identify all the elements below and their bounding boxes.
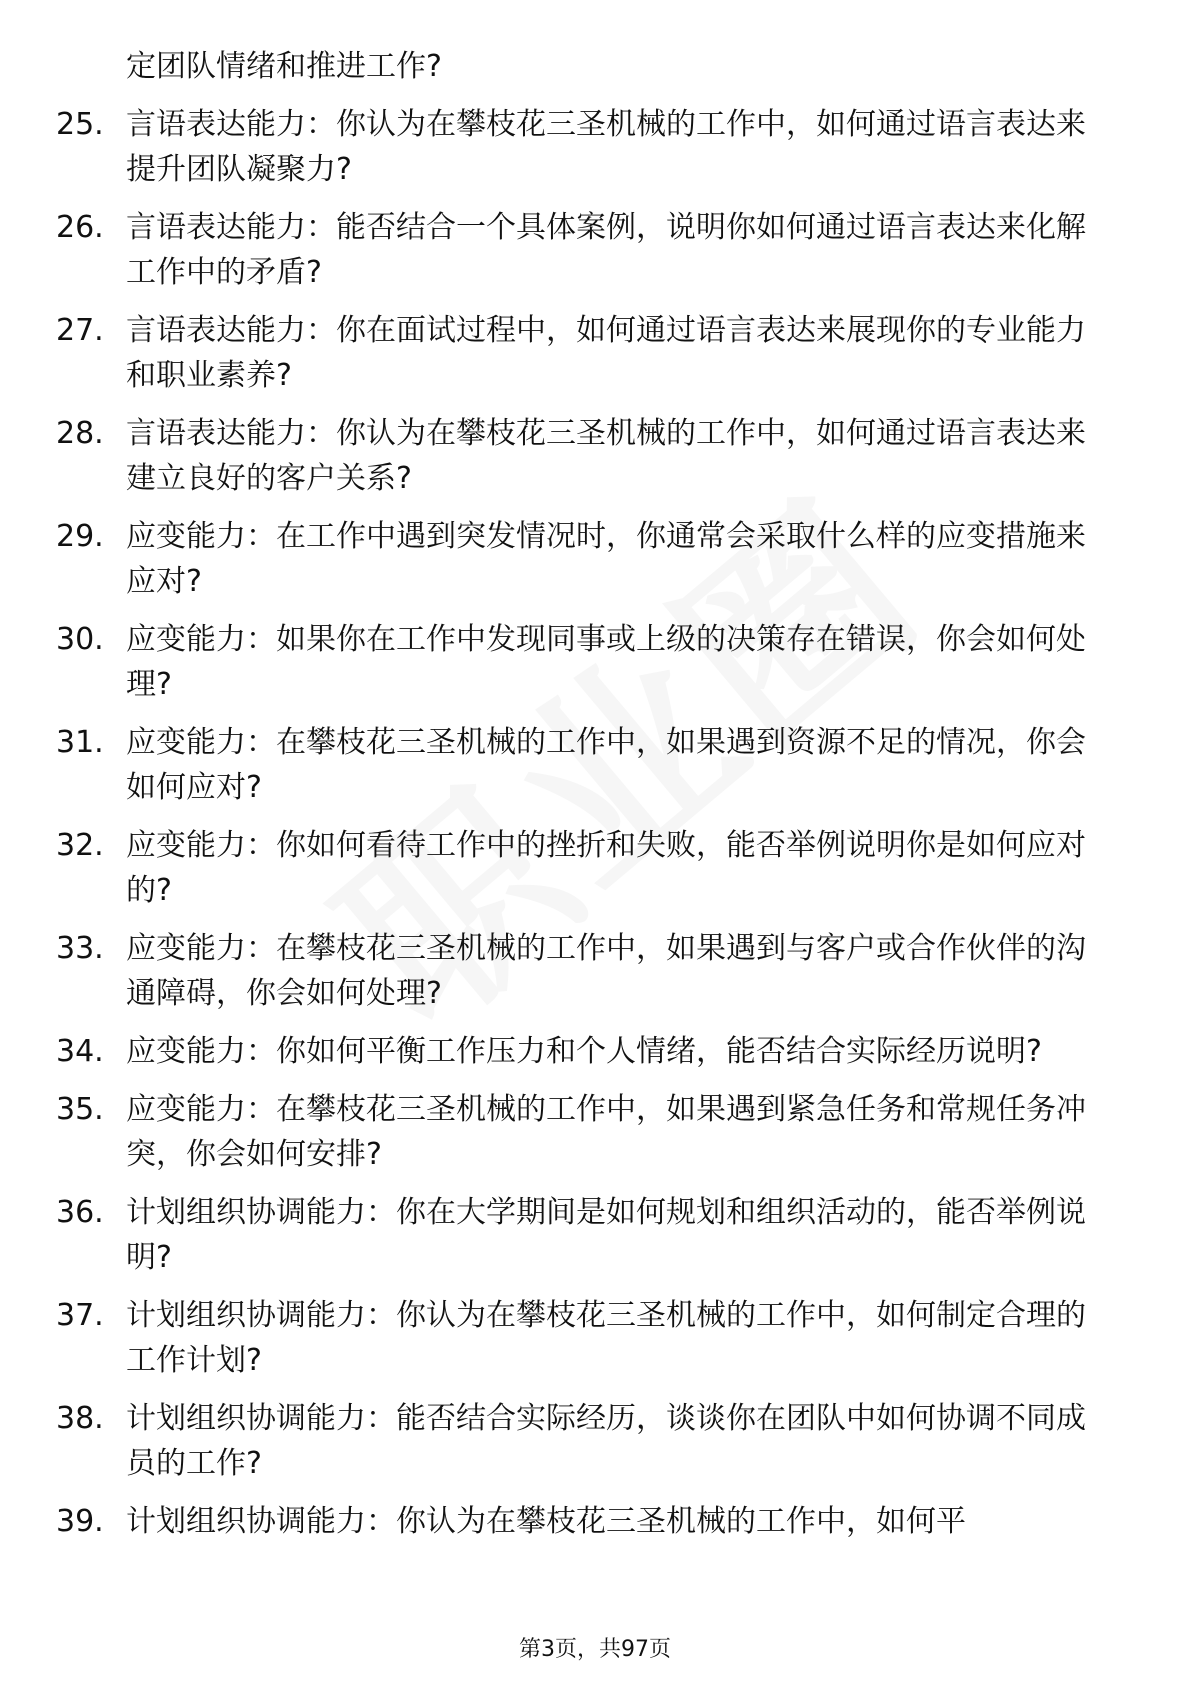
item-number: 31. — [56, 725, 104, 760]
item-number: 27. — [56, 313, 104, 348]
item-number: 26. — [56, 210, 104, 245]
list-item — [0, 617, 1190, 707]
list-item — [0, 823, 1190, 913]
list-item — [0, 102, 1190, 192]
item-number: 34. — [56, 1034, 104, 1069]
item-number: 30. — [56, 622, 104, 657]
item-text: 应变能力：在工作中遇到突发情况时，你通常会采取什么样的应变措施来应对? — [126, 519, 1086, 599]
item-text: 言语表达能力：你在面试过程中，如何通过语言表达来展现你的专业能力和职业素养? — [126, 313, 1086, 393]
item-text: 应变能力：你如何平衡工作压力和个人情绪，能否结合实际经历说明? — [126, 1034, 1042, 1069]
list-item — [0, 1190, 1190, 1280]
item-text: 计划组织协调能力：你在大学期间是如何规划和组织活动的，能否举例说明? — [126, 1195, 1086, 1275]
continuation-text: 定团队情绪和推进工作? — [126, 49, 442, 84]
item-number: 32. — [56, 828, 104, 863]
list-item — [0, 1396, 1190, 1486]
item-number: 25. — [56, 107, 104, 142]
page-footer: 第3页，共97页 — [519, 1637, 671, 1662]
item-text: 应变能力：在攀枝花三圣机械的工作中，如果遇到紧急任务和常规任务冲突，你会如何安排? — [126, 1092, 1086, 1172]
item-text: 言语表达能力：你认为在攀枝花三圣机械的工作中，如何通过语言表达来提升团队凝聚力? — [126, 107, 1086, 187]
item-text: 言语表达能力：你认为在攀枝花三圣机械的工作中，如何通过语言表达来建立良好的客户关系? — [126, 416, 1086, 496]
list-item — [0, 1293, 1190, 1383]
item-number: 35. — [56, 1092, 104, 1127]
item-number: 33. — [56, 931, 104, 966]
item-number: 28. — [56, 416, 104, 451]
item-text: 计划组织协调能力：你认为在攀枝花三圣机械的工作中，如何平 — [126, 1504, 966, 1539]
list-item — [0, 205, 1190, 295]
item-text: 计划组织协调能力：能否结合实际经历，谈谈你在团队中如何协调不同成员的工作? — [126, 1401, 1086, 1481]
item-number: 29. — [56, 519, 104, 554]
item-text: 应变能力：你如何看待工作中的挫折和失败，能否举例说明你是如何应对的? — [126, 828, 1086, 908]
item-text: 应变能力：在攀枝花三圣机械的工作中，如果遇到与客户或合作伙伴的沟通障碍，你会如何处理? — [126, 931, 1086, 1011]
item-number: 37. — [56, 1298, 104, 1333]
list-item — [0, 720, 1190, 810]
item-number: 39. — [56, 1504, 104, 1539]
item-text: 言语表达能力：能否结合一个具体案例，说明你如何通过语言表达来化解工作中的矛盾? — [126, 210, 1086, 290]
item-number: 38. — [56, 1401, 104, 1436]
list-item — [0, 926, 1190, 1016]
item-text: 应变能力：在攀枝花三圣机械的工作中，如果遇到资源不足的情况，你会如何应对? — [126, 725, 1086, 805]
item-text: 应变能力：如果你在工作中发现同事或上级的决策存在错误，你会如何处理? — [126, 622, 1086, 702]
list-item — [0, 1029, 1190, 1074]
list-item — [0, 1087, 1190, 1177]
list-item — [0, 308, 1190, 398]
item-number: 36. — [56, 1195, 104, 1230]
list-item — [0, 411, 1190, 501]
list-item — [0, 514, 1190, 604]
question-list — [0, 44, 1190, 1557]
list-item — [0, 1499, 1190, 1544]
item-text: 计划组织协调能力：你认为在攀枝花三圣机械的工作中，如何制定合理的工作计划? — [126, 1298, 1086, 1378]
